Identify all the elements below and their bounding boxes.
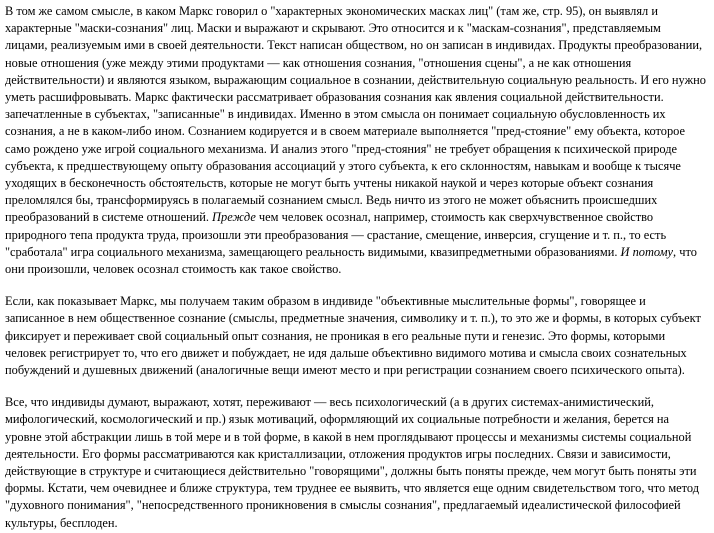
paragraph-1-text-1: В том же самом смысле, в каком Маркс говорил о "характерных экономических масках лиц" (там же, стр. 95), он выявлял и характерные "маски-сознания" лиц. Маски и выражают и скрывают. Это относится и к "маскам-сознания", представляемым лицами, реализуемым ими в своей деятельности. Текст написан обществом, но он записан в индивидах. Продукты преобразовании, новые отношения (уже между этими продуктами — как отношения сознания, "отношения сцены", а не как отношения действительности) и являются языком, выражающим социальное в сознании, действительную социальную реальность. И его нужно уметь расшифровывать. Маркс фактически рассматривает образования сознания как явления социальной действительности. запечатленные в субъектах, "записанные" в индивидах. Именно в этом смысла он понимает социальную обусловленность их сознания, а не в каком-либо ином. Сознанием кодируется и в своем материале выполняется "пред-стояние" ему объекта, которое само рождено уже игрой социального механизма. И анализ этого "пред-стояния" не требует обращения к психической природе субъекта, к предшествующему опыту образования ассоциаций у этого субъекта, к его склонностям, навыкам и вообще к тысяче уходящих в бесконечность обстоятельств, которые не могут быть учтены никакой наукой и через которые объект сознания преломлялся бы, трансформируясь в полагаемый сознанием смысл. Ведь ничто из этого не может объяснить происшедших преобразований в системе отношений. xyxy=(5,4,706,225)
paragraph-3-text: Все, что индивиды думают, выражают, хотят, переживают — весь психологический (а в других системах-анимистический, мифологический, космологический и пр.) язык мотиваций, оформляющий их социальные потребности и желания, берется на уровне этой абстракции лишь в той мере и в той форме, в какой в нем проглядывают процессы и механизмы системы социальной деятельности. Его формы рассматриваются как кристаллизации, отложения продуктов игры последних. Связи и зависимости, действующие в структуре и считающиеся действительно "говорящими", должны быть поняты прежде, чем могут быть поняты эти формы. Кстати, чем очевиднее и ближе структура, тем труднее ее выявить, что является еще одним свидетельством того, что метод "духовного понимания", "непосредственного проникновения в смыслы сознания", предлагаемый идеалистической философией культуры, бесплоден. xyxy=(5,395,700,530)
paragraph-1-italic-prezhde: Прежде xyxy=(212,210,256,225)
paragraph-1-text-2: чем человек осознал, например, стоимость как сверхчувственное свойство природного тепа продукта труда, произошли эти преобразования — срастание, смещение, инверсия, сгущение и т. п., то есть "сработала" игра социального механизма, замещающего реальность видимыми, квазипредметными образованиями. xyxy=(5,210,667,259)
paragraph-3 xyxy=(5,394,706,532)
paragraph-2-text: Если, как показывает Маркс, мы получаем таким образом в индивиде "объективные мыслительные формы", говорящее и записанное в нем общественное сознание (смыслы, предметные значения, символику и т. п.), то это же и формы, в которых субъект фиксирует и переживает свой социальный опыт сознания, не проникая в его реальные пути и генезис. Это формы, которыми человек регистрирует то, что его движет и побуждает, не идя дальше объективно видимого мотива и смысла своих сознательных побуждений и душевных движений (аналогичные вещи имеют место и при регистрации сознанием своего психического опыта). xyxy=(5,294,701,378)
paragraph-1-italic-i-potomu: И потому xyxy=(620,244,674,259)
paragraph-1 xyxy=(5,3,706,278)
paragraph-1-text-3: , что они произошли, человек осознал стоимость как такое свойство. xyxy=(5,244,697,277)
paragraph-2 xyxy=(5,293,706,379)
